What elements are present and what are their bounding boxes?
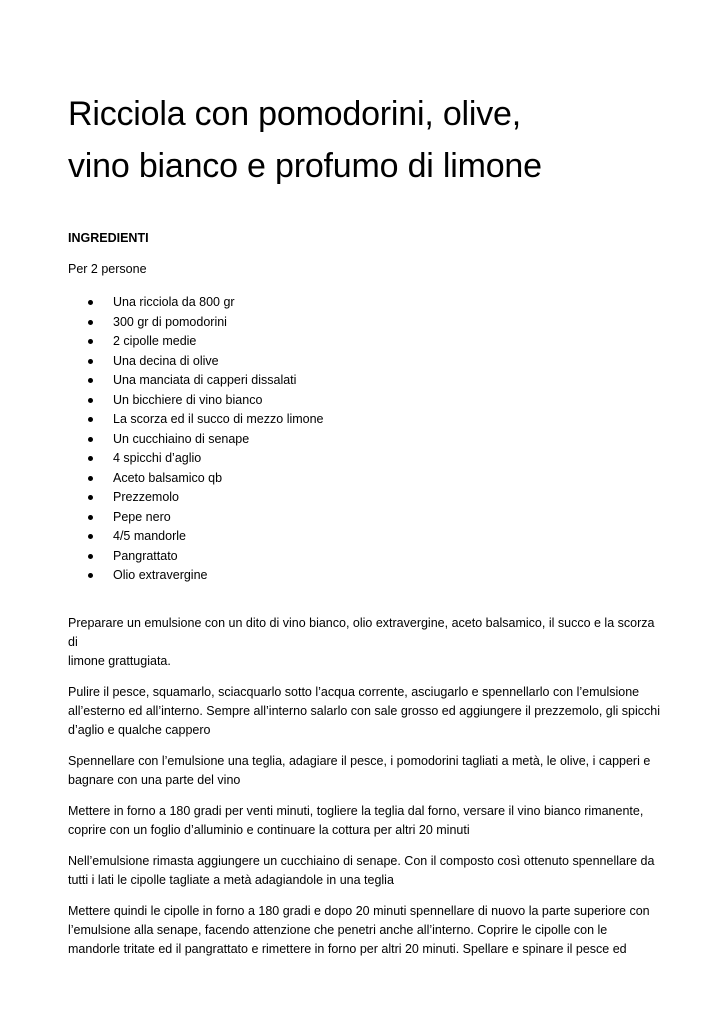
step-paragraph: Preparare un emulsione con un dito di vino bianco, olio extravergine, aceto balsamico, il succo e la scorza di limone grattugiata.: [68, 616, 655, 668]
bullet-icon: [88, 320, 93, 325]
ingredient-item: [88, 391, 324, 411]
ingredients-heading: INGREDIENTI: [68, 231, 149, 245]
ingredient-text: 2 cipolle medie: [113, 334, 197, 348]
bullet-icon: [88, 554, 93, 559]
ingredient-item: [88, 430, 324, 450]
ingredient-text: Pepe nero: [113, 509, 171, 524]
ingredient-item: [88, 293, 324, 313]
bullet-icon: [88, 339, 93, 344]
preparation-steps: [68, 614, 660, 971]
bullet-icon: [88, 495, 93, 500]
ingredient-text: Olio extravergine: [113, 568, 208, 582]
bullet-icon: [88, 417, 93, 422]
ingredient-item: [88, 313, 324, 333]
bullet-icon: [88, 359, 93, 364]
bullet-icon: [88, 515, 93, 520]
bullet-icon: [88, 456, 93, 461]
ingredient-item: [88, 352, 324, 372]
step-paragraph: Mettere quindi le cipolle in forno a 180 gradi e dopo 20 minuti spennellare di nuovo la parte superiore con l’emulsione alla senape, facendo attenzione che penetri anche all’interno. Coprire le cipolle con le mandorle tritate ed il pangrattato e rimettere in forno per altri 20 minuti. Spellare e spinare il pesce ed: [68, 904, 650, 956]
bullet-icon: [88, 398, 93, 403]
step-paragraph: Nell’emulsione rimasta aggiungere un cucchiaino di senape. Con il composto così ottenuto spennellare da tutti i lati le cipolle tagliate a metà adagiandole in una teglia: [68, 854, 655, 887]
ingredients-list: [88, 293, 324, 586]
ingredient-text: 4 spicchi d’aglio: [113, 451, 202, 465]
ingredient-item: [88, 410, 324, 430]
ingredient-item: [88, 566, 324, 586]
step-paragraph: Spennellare con l’emulsione una teglia, adagiare il pesce, i pomodorini tagliati a metà, le olive, i capperi e bagnare con una parte del vino: [68, 754, 651, 787]
ingredient-text: 300 gr di pomodorini: [113, 314, 227, 329]
ingredient-item: [88, 488, 324, 508]
bullet-icon: [88, 534, 93, 539]
ingredient-text: Un bicchiere di vino bianco: [113, 392, 263, 407]
ingredient-text: Una decina di olive: [113, 353, 219, 368]
ingredient-text: Pangrattato: [113, 548, 178, 563]
ingredient-text: Prezzemolo: [113, 490, 179, 504]
bullet-icon: [88, 300, 93, 305]
servings-text: Per 2 persone: [68, 262, 147, 276]
ingredient-text: 4/5 mandorle: [113, 529, 186, 543]
ingredient-text: Una ricciola da 800 gr: [113, 295, 235, 309]
ingredient-text: Un cucchiaino di senape: [113, 431, 250, 446]
step-paragraph: Mettere in forno a 180 gradi per venti minuti, togliere la teglia dal forno, versare il vino bianco rimanente, coprire con un foglio d’alluminio e continuare la cottura per altri 20 minuti: [68, 804, 644, 837]
recipe-title-line-1: Ricciola con pomodorini, olive,: [68, 95, 522, 133]
ingredient-item: [88, 469, 324, 489]
ingredient-text: Aceto balsamico qb: [113, 470, 223, 485]
bullet-icon: [88, 378, 93, 383]
ingredient-item: [88, 371, 324, 391]
bullet-icon: [88, 437, 93, 442]
ingredient-item: [88, 508, 324, 528]
bullet-icon: [88, 476, 93, 481]
bullet-icon: [88, 573, 93, 578]
ingredient-item: [88, 449, 324, 469]
ingredient-text: Una manciata di capperi dissalati: [113, 373, 297, 387]
recipe-title: [68, 88, 688, 192]
ingredient-text: La scorza ed il succo di mezzo limone: [113, 412, 324, 426]
step-paragraph: Pulire il pesce, squamarlo, sciacquarlo sotto l’acqua corrente, asciugarlo e spennellarlo con l’emulsione all’esterno ed all’interno. Sempre all’interno salarlo con sale grosso ed aggiungere il prezzemolo, gli spicchi d’aglio e qualche cappero: [68, 685, 660, 737]
recipe-title-line-2: vino bianco e profumo di limone: [68, 147, 542, 185]
ingredient-item: [88, 527, 324, 547]
ingredient-item: [88, 547, 324, 567]
ingredient-item: [88, 332, 324, 352]
